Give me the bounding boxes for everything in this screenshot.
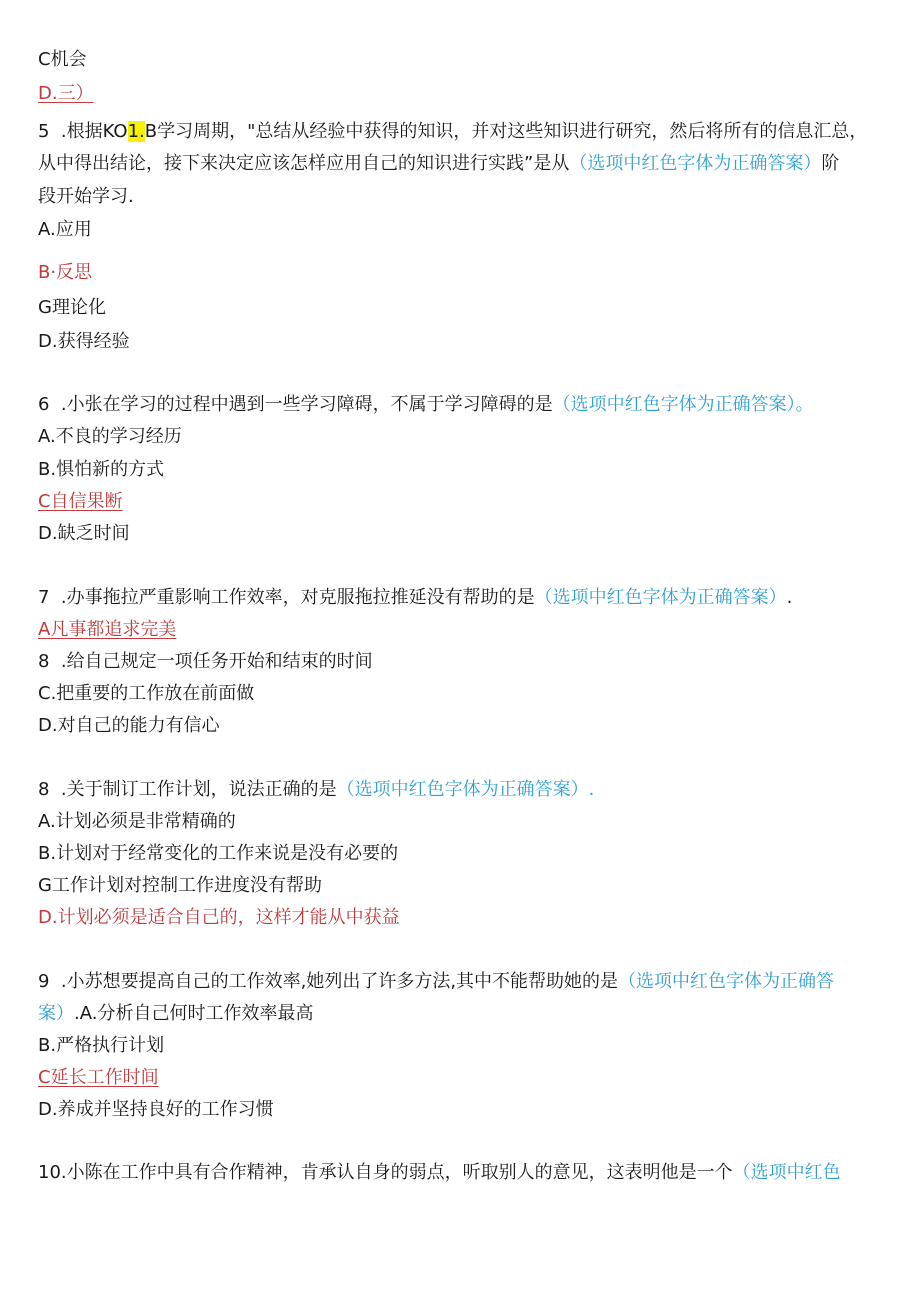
- question-6-option-c-correct: C自信果断: [38, 491, 123, 512]
- question-6-text: 6 .小张在学习的过程中遇到一些学习障碍，不属于学习障碍的是: [38, 394, 553, 415]
- question-8-option-c: G工作计划对控制工作进度没有帮助: [38, 875, 322, 896]
- question-5-option-b-correct: B·反思: [38, 262, 93, 283]
- question-7-option-c: C.把重要的工作放在前面做: [38, 683, 255, 704]
- question-9-option-a: .A.分析自己何时工作效率最高: [74, 1003, 314, 1024]
- question-5-option-d: D.获得经验: [38, 331, 130, 352]
- question-7-end: .: [786, 587, 793, 608]
- question-8-option-b: B.计划对于经常变化的工作来说是没有必要的: [38, 843, 399, 864]
- question-8-option-a: A.计划必须是非常精确的: [38, 811, 236, 832]
- question-6-option-d: D.缺乏时间: [38, 523, 130, 544]
- answer-hint: （选项中红色字体为正确答案）: [336, 779, 589, 800]
- answer-hint-end: 案）: [38, 1003, 74, 1024]
- question-7-option-b: 8 .给自己规定一项任务开始和结束的时间: [38, 651, 373, 672]
- question-9-line-2: [38, 1002, 313, 1026]
- question-9-line-1: [38, 970, 834, 994]
- answer-hint: （选项中红色字体为正确答案）: [569, 153, 822, 174]
- answer-hint: （选项中红色字体为正确答: [618, 971, 835, 992]
- question-5-line-3: 段开始学习.: [38, 186, 134, 207]
- question-6-option-a: A.不良的学习经历: [38, 426, 182, 447]
- question-7-option-d: D.对自己的能力有信心: [38, 715, 220, 736]
- question-9-text: 9 .小苏想要提高自己的工作效率,她列出了许多方法,其中不能帮助她的是: [38, 971, 619, 992]
- question-10-text: 10.小陈在工作中具有合作精神，肯承认自身的弱点，听取别人的意见，这表明他是一个: [38, 1162, 733, 1183]
- question-6-option-b: B.惧怕新的方式: [38, 459, 165, 480]
- question-7-option-a-correct: A凡事都追求完美: [38, 619, 177, 640]
- option-d-correct: D.三）: [38, 83, 94, 104]
- question-7: [38, 586, 792, 610]
- question-5-text-a: 5 .根据KO: [38, 121, 128, 142]
- question-9-option-d: D.养成并坚持良好的工作习惯: [38, 1099, 274, 1120]
- question-8-text: 8 .关于制订工作计划，说法正确的是: [38, 779, 337, 800]
- question-5-option-a: A.应用: [38, 219, 92, 240]
- question-5-text-c: 从中得出结论，接下来决定应该怎样应用自己的知识进行实践”是从: [38, 153, 570, 174]
- question-5-text-b: B学习周期，"总结从经验中获得的知识，并对这些知识进行研究，然后将所有的信息汇总，: [144, 121, 868, 142]
- question-5-text-d: 阶: [821, 153, 840, 174]
- question-5-line-1: [38, 120, 867, 144]
- question-7-text: 7 .办事拖拉严重影响工作效率，对克服拖拉推延没有帮助的是: [38, 587, 535, 608]
- question-6: [38, 393, 814, 417]
- question-8-option-d-correct: D.计划必须是适合自己的，这样才能从中获益: [38, 907, 400, 928]
- question-9-option-c-correct: C延长工作时间: [38, 1067, 159, 1088]
- question-9-option-b: B.严格执行计划: [38, 1035, 165, 1056]
- question-8: [38, 778, 594, 802]
- answer-hint: （选项中红色字体为正确答案）。: [552, 394, 814, 415]
- question-8-end: .: [588, 779, 595, 800]
- answer-hint: （选项中红色字体为正确答案）: [534, 587, 787, 608]
- option-c-chance: C机会: [38, 49, 87, 70]
- question-5-line-2: [38, 152, 839, 176]
- question-10: [38, 1161, 841, 1185]
- question-5-option-c: G理论化: [38, 297, 106, 318]
- highlighted-text: 1.: [127, 121, 145, 142]
- answer-hint: （选项中红色: [732, 1162, 841, 1183]
